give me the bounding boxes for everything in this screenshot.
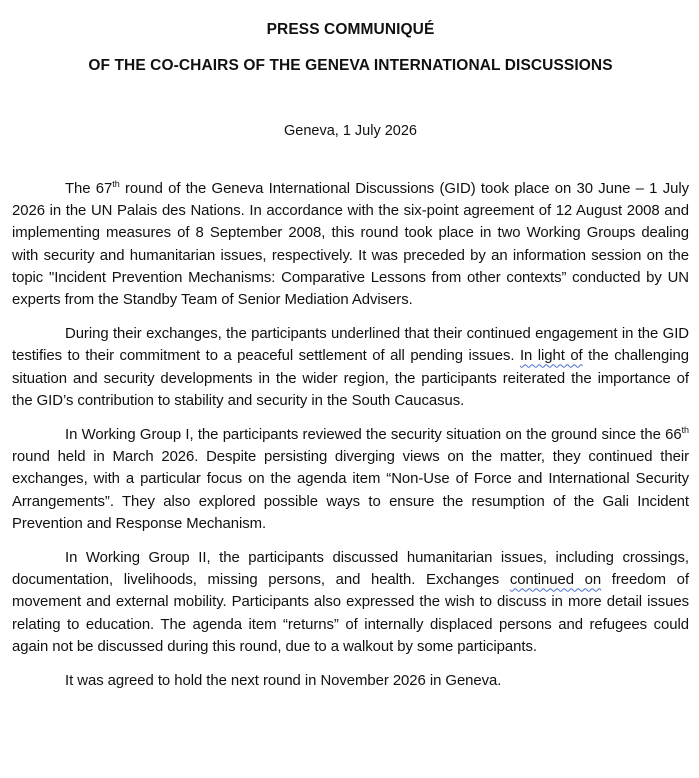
paragraph-3 — [12, 424, 689, 535]
ordinal-suffix: th — [681, 425, 689, 436]
dateline: Geneva, 1 July 2026 — [283, 123, 417, 139]
paragraph-4-text-b: freedom of movement and external mobility. Participants also expressed the wish to discuss in more detail issues relating to education. The agenda item “returns” of internally displaced persons and refugees could again not be discussed during this round, due to a walkout by some participants. — [12, 572, 689, 655]
paragraph-4-text-a: In Working Group II, the participants discussed humanitarian issues, including crossings, documentation, livelihoods, missing persons, and health. Exchanges — [12, 550, 689, 589]
paragraph-3-text-a: In Working Group I, the participants reviewed the security situation on the ground since the 66 — [65, 427, 682, 444]
paragraph-3-text-b: round held in March 2026. Despite persisting diverging views on the matter, they continued their exchanges, with a particular focus on the agenda item “Non-Use of Force and International Security Arrangements”. They also explored possible ways to ensure the resumption of the Gali Incident Prevention and Response Mechanism. — [12, 449, 689, 532]
paragraph-5 — [12, 670, 689, 692]
paragraph-2 — [12, 323, 689, 412]
title-line-2: OF THE CO-CHAIRS OF THE GENEVA INTERNATIONAL DISCUSSIONS — [88, 57, 613, 74]
paragraph-1-text-a: The 67 — [65, 181, 113, 197]
paragraph-2-text-a: During their exchanges, the participants underlined that their continued engagement in the GID testifies to their commitment to a peaceful settlement of all pending issues. — [12, 326, 689, 365]
paragraph-1 — [12, 178, 689, 311]
ordinal-suffix: th — [112, 179, 120, 190]
grammar-flag[interactable]: continued on — [509, 572, 602, 589]
paragraph-2-text-b: the challenging situation and security developments in the wider region, the participants reiterated the importance of the GID’s contribution to stability and security in the South Caucasus. — [12, 348, 689, 409]
document-body — [12, 178, 689, 692]
paragraph-4 — [12, 547, 689, 658]
title-line-1: PRESS COMMUNIQUÉ — [266, 21, 435, 38]
paragraph-1-text-b: round of the Geneva International Discussions (GID) took place on 30 June – 1 July 2026 in the UN Palais des Nations. In accordance with the six-point agreement of 12 August 2008 and implementing measures of 8 September 2008, this round took place in two Working Groups dealing with security and humanitarian issues, respectively. It was preceded by an information session on the topic "Incident Prevention Mechanisms: Comparative Lessons from other contexts” conducted by UN experts from the Standby Team of Senior Mediation Advisers. — [12, 181, 689, 309]
grammar-flag[interactable]: In light of — [519, 348, 583, 365]
paragraph-5-text: It was agreed to hold the next round in November 2026 in Geneva. — [65, 673, 502, 690]
